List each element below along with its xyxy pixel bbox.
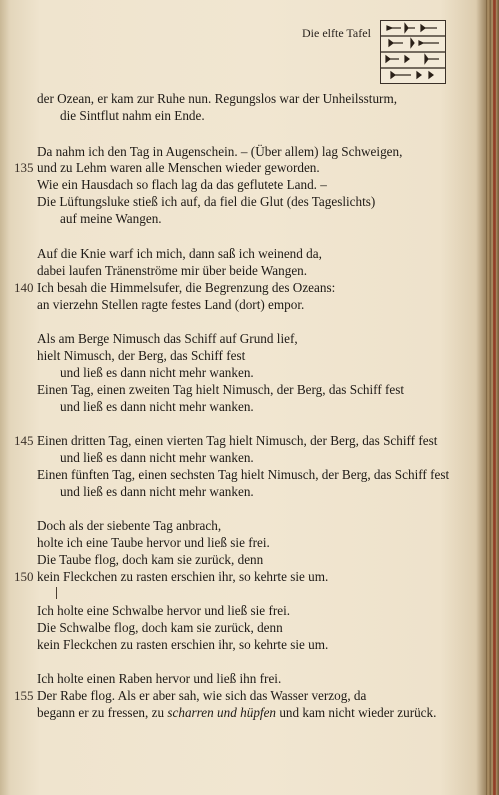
text-line: Doch als der siebente Tag anbrach,	[37, 518, 222, 533]
text-line: und zu Lehm waren alle Menschen wieder geworden.	[37, 160, 320, 175]
text-line: und ließ es dann nicht mehr wanken.	[60, 399, 254, 414]
text-line-final	[37, 705, 436, 721]
text-line: an vierzehn Stellen ragte festes Land (dort) empor.	[37, 297, 305, 312]
text-line: Ich holte eine Schwalbe hervor und ließ sie frei.	[37, 603, 291, 618]
text-line: Auf die Knie warf ich mich, dann saß ich weinend da,	[37, 246, 322, 261]
line-number: 145	[14, 433, 34, 448]
text-line: auf meine Wangen.	[60, 211, 162, 226]
text-line: hielt Nimusch, der Berg, das Schiff fest	[37, 348, 246, 363]
text-line: kein Fleckchen zu rasten erschien ihr, so kehrte sie um.	[37, 637, 329, 652]
text-line: Der Rabe flog. Als er aber sah, wie sich das Wasser verzog, da	[37, 688, 367, 703]
text-segment: und kam nicht wieder zurück.	[279, 705, 437, 720]
line-number: 140	[14, 280, 34, 295]
text-line: und ließ es dann nicht mehr wanken.	[60, 365, 254, 380]
text-line: und ließ es dann nicht mehr wanken.	[60, 484, 254, 499]
cuneiform-icon	[380, 20, 446, 84]
text-line: holte ich eine Taube hervor und ließ sie frei.	[37, 535, 270, 550]
pencil-mark	[56, 587, 57, 599]
text-line: Die Schwalbe flog, doch kam sie zurück, denn	[37, 620, 283, 635]
text-line: Ich besah die Himmelsufer, die Begrenzung des Ozeans:	[37, 280, 336, 295]
line-number: 135	[14, 160, 34, 175]
text-line: und ließ es dann nicht mehr wanken.	[60, 450, 254, 465]
text-segment: begann er zu fressen, zu	[37, 705, 165, 720]
text-line: Einen Tag, einen zweiten Tag hielt Nimusch, der Berg, das Schiff fest	[37, 382, 405, 397]
text-line: kein Fleckchen zu rasten erschien ihr, so kehrte sie um.	[37, 569, 329, 584]
running-head: Die elfte Tafel	[302, 26, 371, 40]
text-line: dabei laufen Tränenströme mir über beide Wangen.	[37, 263, 308, 278]
text-line: Einen dritten Tag, einen vierten Tag hielt Nimusch, der Berg, das Schiff fest	[37, 433, 438, 448]
text-line: Als am Berge Nimusch das Schiff auf Grund lief,	[37, 331, 298, 346]
text-line: Einen fünften Tag, einen sechsten Tag hielt Nimusch, der Berg, das Schiff fest	[37, 467, 450, 482]
bookmark-ribbon	[493, 0, 496, 795]
text-line: der Ozean, er kam zur Ruhe nun. Regungslos war der Unheilssturm,	[37, 91, 397, 106]
line-number: 150	[14, 569, 34, 584]
text-line: Wie ein Hausdach so flach lag da das geflutete Land. –	[37, 177, 327, 192]
text-line: Die Taube flog, doch kam sie zurück, denn	[37, 552, 264, 567]
text-line: Da nahm ich den Tag in Augenschein. – (Über allem) lag Schweigen,	[37, 144, 403, 159]
line-number: 155	[14, 688, 34, 703]
text-line: Die Lüftungsluke stieß ich auf, da fiel die Glut (des Tageslichts)	[37, 194, 376, 209]
text-line: die Sintflut nahm ein Ende.	[60, 108, 205, 123]
italic-phrase: scharren und hüpfen	[167, 705, 277, 720]
text-line: Ich holte einen Raben hervor und ließ ihn frei.	[37, 671, 282, 686]
